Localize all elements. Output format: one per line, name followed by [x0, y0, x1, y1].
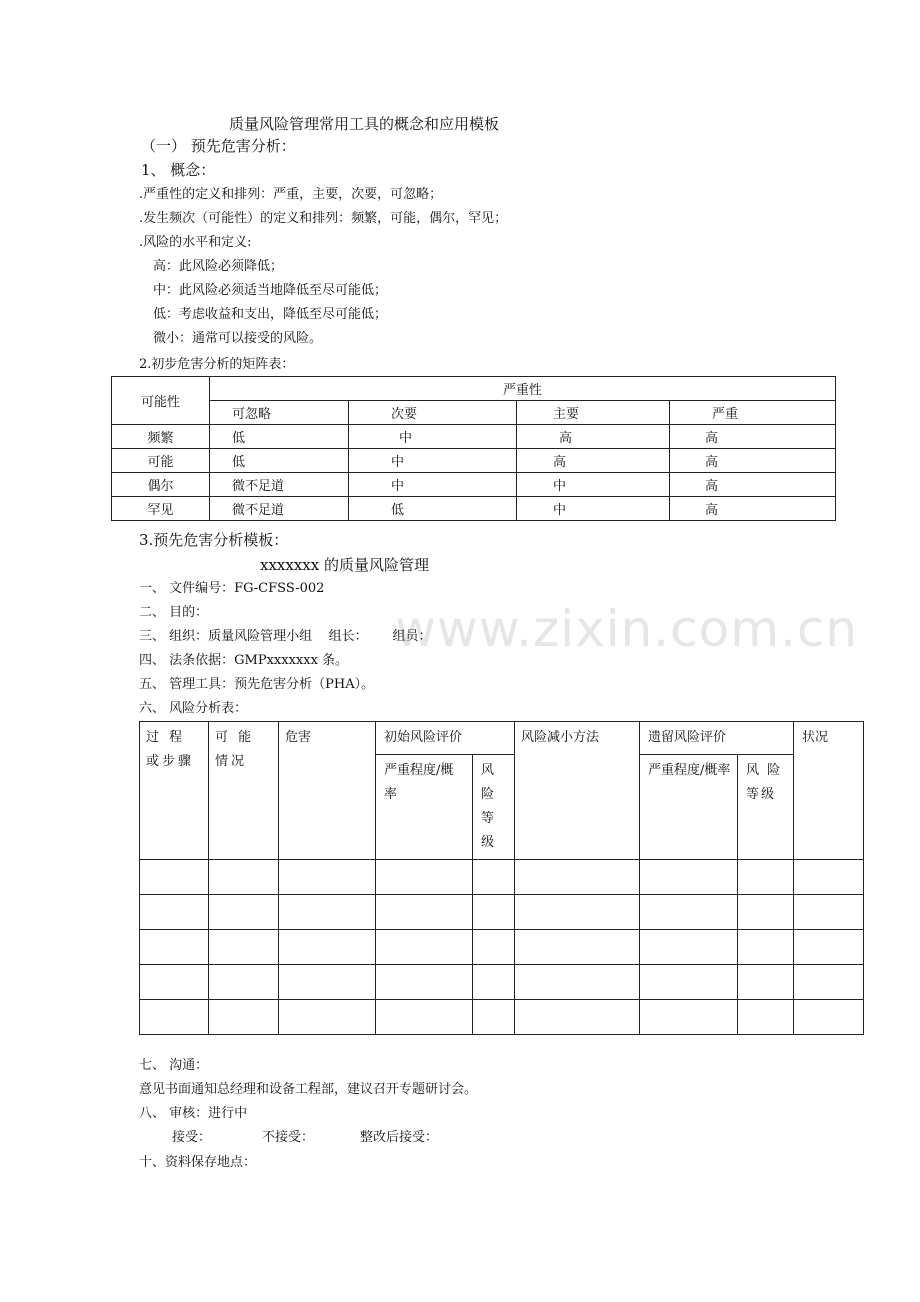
cell[interactable]: [640, 1000, 738, 1035]
matrix-cell: 中: [349, 473, 517, 497]
row-label: 罕见: [112, 497, 210, 521]
cell[interactable]: [140, 860, 209, 895]
col-negligible: 可忽略: [210, 401, 349, 425]
risk-level-definition: .风险的水平和定义:: [139, 235, 252, 250]
item-legal-basis: 四、 法条依据：GMPxxxxxxx 条。: [139, 653, 349, 668]
cell[interactable]: [794, 930, 864, 965]
cell[interactable]: [140, 895, 209, 930]
cell[interactable]: [794, 860, 864, 895]
row-label: 偶尔: [112, 473, 210, 497]
cell[interactable]: [376, 895, 473, 930]
item-communication: 七、 沟通：: [139, 1058, 209, 1073]
cell[interactable]: [473, 860, 515, 895]
item-file-number: 一、 文件编号：FG-CFSS-002: [139, 581, 325, 596]
item-storage-location: 十、资料保存地点：: [139, 1155, 257, 1170]
cell[interactable]: [209, 1000, 279, 1035]
table-row: [140, 860, 864, 895]
cell[interactable]: [209, 860, 279, 895]
cell[interactable]: [640, 860, 738, 895]
matrix-cell: 高: [670, 449, 836, 473]
cell[interactable]: [738, 895, 794, 930]
col-status: 状况: [794, 722, 864, 860]
col-minor: 次要: [349, 401, 517, 425]
cell[interactable]: [376, 1000, 473, 1035]
table-row: [140, 895, 864, 930]
communication-text: 意见书面通知总经理和设备工程部，建议召开专题研讨会。: [139, 1082, 478, 1097]
matrix-row: [112, 473, 836, 497]
table-row: [140, 1000, 864, 1035]
col-residual-risk-level: 风 险等级: [738, 755, 794, 860]
cell[interactable]: [794, 1000, 864, 1035]
col-possible-situation: 可 能 情况: [209, 722, 279, 860]
item-organization: 三、 组织：质量风险管理小组 组长： 组员：: [139, 629, 432, 644]
matrix-row: [112, 497, 836, 521]
item-purpose: 二、 目的：: [139, 605, 209, 620]
cell[interactable]: [794, 965, 864, 1000]
cell[interactable]: [515, 895, 640, 930]
risk-matrix-table: [111, 376, 836, 521]
matrix-cell: 高: [517, 425, 670, 449]
cell[interactable]: [209, 930, 279, 965]
cell[interactable]: [738, 1000, 794, 1035]
cell[interactable]: [640, 930, 738, 965]
cell[interactable]: [376, 860, 473, 895]
cell[interactable]: [376, 930, 473, 965]
cell[interactable]: [515, 1000, 640, 1035]
risk-medium: 中：此风险必须适当地降低至尽可能低；: [153, 283, 388, 298]
matrix-row: [112, 425, 836, 449]
item-risk-analysis-table: 六、 风险分析表：: [139, 701, 248, 716]
item-management-tool: 五、 管理工具：预先危害分析（PHA）。: [139, 677, 375, 692]
cell[interactable]: [473, 965, 515, 1000]
risk-minor: 微小：通常可以接受的风险。: [153, 331, 323, 346]
cell[interactable]: [738, 965, 794, 1000]
matrix-row: [112, 449, 836, 473]
template-title: xxxxxxx 的质量风险管理: [260, 556, 429, 574]
col-major: 主要: [517, 401, 670, 425]
matrix-cell: 高: [517, 449, 670, 473]
frequency-definition: .发生频次（可能性）的定义和排列：频繁，可能，偶尔，罕见；: [139, 211, 508, 226]
matrix-heading: 2.初步危害分析的矩阵表：: [139, 357, 295, 372]
col-mitigation: 风险减小方法: [515, 722, 640, 860]
cell[interactable]: [515, 965, 640, 1000]
cell[interactable]: [279, 895, 376, 930]
matrix-cell: 高: [670, 425, 836, 449]
cell[interactable]: [376, 965, 473, 1000]
cell[interactable]: [279, 1000, 376, 1035]
template-heading: 3.预先危害分析模板：: [139, 531, 289, 549]
matrix-cell: 低: [210, 449, 349, 473]
item-review: 八、 审核：进行中: [139, 1106, 248, 1121]
cell[interactable]: [640, 965, 738, 1000]
cell[interactable]: [515, 860, 640, 895]
cell[interactable]: [794, 895, 864, 930]
cell[interactable]: [279, 930, 376, 965]
watermark: www.zixin.com.cn: [395, 600, 859, 658]
concept-heading: 1、 概念：: [141, 161, 216, 179]
table-row: [140, 930, 864, 965]
col-risk-level: 风险等级: [473, 755, 515, 860]
cell[interactable]: [279, 965, 376, 1000]
matrix-cell: 中: [349, 425, 517, 449]
not-accept-label: 不接受：: [262, 1130, 315, 1145]
cell[interactable]: [209, 895, 279, 930]
row-label: 频繁: [112, 425, 210, 449]
matrix-cell: 微不足道: [210, 497, 349, 521]
row-label: 可能: [112, 449, 210, 473]
cell[interactable]: [515, 930, 640, 965]
cell[interactable]: [473, 895, 515, 930]
cell[interactable]: [279, 860, 376, 895]
accept-after-fix-label: 整改后接受：: [360, 1130, 439, 1145]
risk-analysis-table: [139, 721, 864, 1035]
cell[interactable]: [738, 930, 794, 965]
matrix-cell: 低: [210, 425, 349, 449]
col-process: 过 程 或步骤: [140, 722, 209, 860]
cell[interactable]: [140, 1000, 209, 1035]
matrix-cell: 低: [349, 497, 517, 521]
risk-low: 低：考虑收益和支出，降低至尽可能低；: [153, 307, 388, 322]
matrix-cell: 中: [517, 497, 670, 521]
col-initial-evaluation: 初始风险评价: [376, 722, 515, 755]
cell[interactable]: [140, 930, 209, 965]
col-severity-probability: 严重程度/概率: [376, 755, 473, 860]
col-residual-evaluation: 遗留风险评价: [640, 722, 794, 755]
likelihood-header: 可能性: [112, 377, 210, 425]
matrix-cell: 中: [349, 449, 517, 473]
severity-definition: .严重性的定义和排列：严重，主要，次要，可忽略；: [139, 187, 443, 202]
matrix-cell: 高: [670, 473, 836, 497]
table-row: [140, 965, 864, 1000]
cell[interactable]: [640, 895, 738, 930]
severity-header: 严重性: [210, 377, 836, 401]
col-critical: 严重: [670, 401, 836, 425]
risk-high: 高：此风险必须降低；: [153, 259, 284, 274]
accept-label: 接受：: [172, 1130, 212, 1145]
matrix-cell: 高: [670, 497, 836, 521]
matrix-cell: 中: [517, 473, 670, 497]
cell[interactable]: [473, 930, 515, 965]
cell[interactable]: [473, 1000, 515, 1035]
col-residual-severity-probability: 严重程度/概率: [640, 755, 738, 860]
cell[interactable]: [738, 860, 794, 895]
matrix-cell: 微不足道: [210, 473, 349, 497]
section-heading: （一） 预先危害分析：: [141, 137, 296, 155]
col-hazard: 危害: [279, 722, 376, 860]
document-title: 质量风险管理常用工具的概念和应用模板: [229, 115, 500, 133]
cell[interactable]: [209, 965, 279, 1000]
cell[interactable]: [140, 965, 209, 1000]
